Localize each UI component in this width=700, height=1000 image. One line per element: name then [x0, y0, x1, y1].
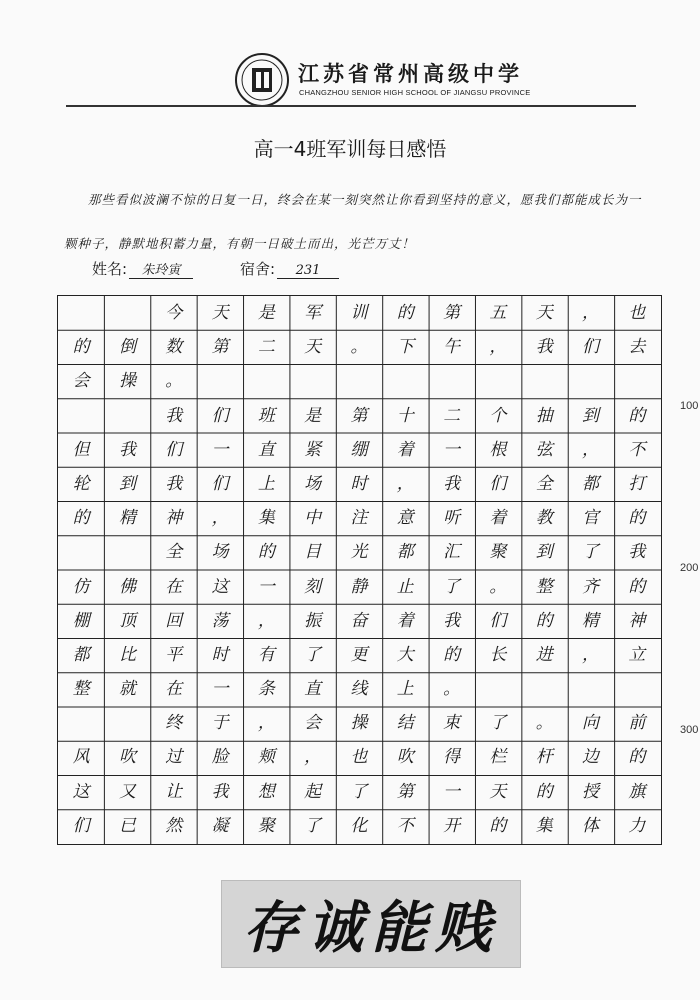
- name-field: [92, 258, 193, 279]
- grid-char: 紧: [304, 439, 322, 460]
- grid-char: 更: [350, 644, 368, 665]
- grid-char: 是: [257, 303, 275, 323]
- grid-char: 班: [257, 405, 275, 426]
- grid-char: 的: [72, 508, 90, 529]
- grid-char: 进: [535, 644, 553, 665]
- grid-char: 我: [443, 473, 461, 494]
- grid-char: 天: [489, 781, 507, 802]
- grid-char: 终: [165, 713, 183, 734]
- grid-char: 止: [396, 576, 414, 597]
- grid-char: 目: [304, 542, 322, 563]
- page-title: 高一4班军训每日感悟: [253, 137, 447, 161]
- school-name-en: CHANGZHOU SENIOR HIGH SCHOOL OF JIANGSU PROVINCE: [299, 88, 531, 97]
- grid-char: 前: [628, 713, 646, 734]
- grid-char: 。: [535, 713, 553, 734]
- grid-char: 中: [304, 508, 322, 529]
- grid-char: 束: [443, 713, 461, 734]
- grid-char: 的: [628, 747, 646, 768]
- grid-char: 就: [118, 679, 136, 700]
- grid-char: 第: [396, 781, 414, 802]
- grid-char: 。: [350, 337, 368, 358]
- grid-char: 我: [165, 405, 183, 426]
- grid-char: 的: [628, 508, 646, 529]
- grid-char: 直: [304, 679, 322, 700]
- grid-char: 我: [628, 542, 646, 563]
- grid-char: ，: [582, 644, 600, 665]
- grid-char: 仿: [72, 576, 90, 597]
- grid-char: 又: [118, 781, 136, 802]
- grid-char: 们: [489, 610, 507, 631]
- grid-char: 吹: [118, 747, 136, 768]
- grid-char: 根: [489, 439, 507, 460]
- grid-char: 振: [304, 610, 322, 631]
- grid-char: 着: [396, 610, 414, 631]
- margin-number-300: 300: [680, 724, 699, 736]
- grid-char: 一: [211, 439, 229, 460]
- grid-char: 的: [628, 576, 646, 597]
- grid-char: 不: [396, 815, 414, 836]
- grid-char: 结: [396, 713, 414, 734]
- dorm-value: 231: [277, 263, 339, 279]
- grid-char: 的: [72, 337, 90, 358]
- header-divider: [66, 105, 636, 107]
- grid-char: 风: [72, 747, 90, 768]
- calligraphy-motto: [221, 880, 521, 968]
- grid-char: 了: [582, 542, 600, 563]
- grid-char: 脸: [211, 747, 229, 768]
- grid-char: 的: [396, 303, 414, 323]
- grid-char: 直: [257, 439, 275, 460]
- grid-char: 到: [582, 405, 600, 426]
- grid-char: 都: [72, 644, 90, 665]
- grid-char: 整: [535, 576, 553, 597]
- grid-char: 轮: [72, 473, 90, 494]
- grid-char: 线: [350, 679, 368, 700]
- grid-char: 神: [628, 610, 646, 631]
- grid-char: 上: [396, 679, 414, 700]
- grid-char: 们: [165, 439, 183, 460]
- grid-char: 授: [582, 781, 600, 802]
- grid-char: 这: [72, 781, 90, 802]
- grid-char: ，: [257, 610, 275, 631]
- grid-char: 打: [628, 473, 646, 494]
- margin-number-200: 200: [680, 562, 699, 574]
- grid-char: 操: [118, 371, 136, 392]
- grid-char: 已: [118, 815, 136, 836]
- grid-char: 的: [257, 542, 275, 563]
- grid-char: 向: [582, 713, 600, 734]
- grid-char: 。: [165, 371, 183, 392]
- grid-char: 奋: [350, 610, 368, 631]
- grid-char: 我: [118, 439, 136, 460]
- grid-char: 意: [396, 508, 414, 529]
- grid-char: 聚: [257, 815, 275, 836]
- grid-char: 第: [443, 303, 461, 323]
- grid-char: 十: [396, 405, 414, 426]
- dorm-field: [240, 258, 339, 279]
- grid-char: 的: [535, 610, 553, 631]
- grid-char: 们: [72, 815, 90, 836]
- grid-char: 精: [582, 610, 600, 631]
- grid-char: 杆: [535, 747, 553, 768]
- grid-char: 都: [396, 542, 414, 563]
- grid-char: ，: [489, 337, 507, 358]
- school-logo: [234, 52, 290, 108]
- grid-char: 立: [628, 644, 646, 665]
- grid-char: 天: [535, 303, 553, 323]
- grid-char: 们: [582, 337, 600, 358]
- grid-char: 二: [443, 405, 461, 426]
- grid-char: 栏: [489, 747, 507, 768]
- grid-char: 我: [165, 473, 183, 494]
- grid-char: 一: [443, 781, 461, 802]
- grid-char: 午: [443, 337, 461, 358]
- grid-char: ，: [257, 713, 275, 734]
- grid-char: 平: [165, 644, 183, 665]
- grid-char: 颊: [257, 747, 275, 768]
- grid-char: 抽: [535, 405, 553, 426]
- grid-char: 边: [582, 747, 600, 768]
- grid-char: 第: [211, 337, 229, 358]
- grid-char: 不: [628, 439, 646, 460]
- grid-char: 于: [211, 713, 229, 734]
- grid-char: 弦: [535, 439, 553, 460]
- intro-text: 那些看似波澜不惊的日复一日，终会在某一刻突然让你看到坚持的意义，愿我们都能成长为一颗种子，静默地积蓄力量，有朝一日破土而出，光芒万丈！: [64, 192, 642, 251]
- grid-char: 都: [582, 473, 600, 494]
- grid-char: 精: [118, 508, 136, 529]
- grid-char: 的: [535, 781, 553, 802]
- grid-char: 荡: [211, 610, 229, 631]
- grid-char: 集: [535, 815, 553, 836]
- grid-char: 旗: [628, 781, 646, 802]
- grid-char: 注: [350, 508, 368, 529]
- grid-char: ，: [211, 508, 229, 529]
- name-value: 朱玲寅: [129, 259, 193, 279]
- grid-char: 今: [165, 303, 183, 323]
- grid-char: 一: [443, 439, 461, 460]
- dorm-label: 宿舍:: [240, 260, 276, 278]
- grid-char: 了: [443, 576, 461, 597]
- grid-char: 们: [489, 473, 507, 494]
- grid-char: 。: [489, 576, 507, 597]
- grid-char: 棚: [72, 610, 90, 631]
- grid-char: 会: [72, 371, 90, 392]
- grid-char: ，: [304, 747, 322, 768]
- grid-char: 过: [165, 747, 183, 768]
- grid-char: 神: [165, 508, 183, 529]
- grid-char: 着: [489, 508, 507, 529]
- grid-char: 条: [257, 679, 275, 700]
- grid-char: 有: [257, 644, 275, 665]
- grid-char: 了: [304, 815, 322, 836]
- grid-char: 去: [628, 337, 646, 358]
- grid-char: 天: [304, 337, 322, 358]
- grid-char: 数: [165, 337, 183, 358]
- grid-char: 回: [165, 610, 183, 631]
- grid-char: 会: [304, 713, 322, 734]
- grid-char: 化: [350, 815, 368, 836]
- grid-char: 个: [489, 405, 507, 426]
- writing-grid: [57, 295, 662, 845]
- grid-char: 二: [257, 337, 275, 358]
- grid-char: 到: [535, 542, 553, 563]
- grid-char: 们: [211, 473, 229, 494]
- grid-char: 让: [165, 781, 183, 802]
- grid-char: 这: [211, 576, 229, 597]
- grid-char: 吹: [396, 747, 414, 768]
- grid-char: 上: [257, 473, 275, 494]
- grid-char: 在: [165, 576, 183, 597]
- grid-char: 场: [211, 542, 229, 563]
- grid-char: ，: [582, 439, 600, 460]
- grid-char: 们: [211, 405, 229, 426]
- grid-char: 起: [304, 781, 322, 802]
- grid-char: 凝: [211, 815, 229, 836]
- calligraphy-text: 存诚能贱: [243, 895, 499, 961]
- grid-char: 倒: [118, 337, 136, 358]
- grid-char: 第: [350, 405, 368, 426]
- grid-char: 集: [257, 508, 275, 529]
- grid-char: 。: [443, 679, 461, 700]
- grid-char: 场: [304, 473, 322, 494]
- school-name-cn: 江苏省常州高级中学: [298, 61, 523, 86]
- grid-char: 比: [118, 644, 136, 665]
- grid-char: 的: [489, 815, 507, 836]
- grid-char: 静: [350, 576, 368, 597]
- grid-char: 体: [582, 815, 600, 836]
- grid-char: 时: [350, 473, 368, 494]
- grid-char: 官: [582, 508, 600, 529]
- grid-char: 想: [257, 781, 275, 802]
- grid-char: ，: [396, 473, 414, 494]
- grid-char: 了: [350, 781, 368, 802]
- grid-char: ，: [582, 303, 600, 323]
- grid-char: 到: [118, 473, 136, 494]
- grid-char: 的: [628, 405, 646, 426]
- margin-number-100: 100: [680, 400, 699, 412]
- grid-char: 我: [535, 337, 553, 358]
- grid-char: 光: [350, 542, 368, 563]
- grid-char: 整: [72, 679, 90, 700]
- grid-char: 开: [443, 815, 461, 836]
- grid-char: 也: [628, 303, 646, 323]
- grid-char: 了: [489, 713, 507, 734]
- grid-char: 汇: [443, 542, 461, 563]
- grid-char: 长: [489, 644, 507, 665]
- grid-char: 刻: [304, 576, 322, 597]
- grid-char: 也: [350, 747, 368, 768]
- grid-char: 教: [535, 508, 553, 529]
- grid-char: 的: [443, 644, 461, 665]
- grid-char: 绷: [350, 439, 368, 460]
- grid-char: 着: [396, 439, 414, 460]
- grid-char: 力: [628, 815, 646, 836]
- name-label: 姓名:: [92, 260, 128, 278]
- grid-char: 一: [257, 576, 275, 597]
- grid-char: 全: [535, 473, 553, 494]
- grid-char: 操: [350, 713, 368, 734]
- grid-char: 下: [396, 337, 414, 358]
- grid-char: 我: [211, 781, 229, 802]
- grid-char: 是: [304, 405, 322, 426]
- grid-char: 聚: [489, 542, 507, 563]
- grid-char: 得: [443, 747, 461, 768]
- grid-char: 在: [165, 679, 183, 700]
- grid-char: 一: [211, 679, 229, 700]
- grid-char: 五: [489, 303, 507, 323]
- grid-char: 军: [304, 303, 322, 323]
- grid-char: 然: [165, 815, 183, 836]
- grid-char: 齐: [582, 576, 600, 597]
- grid-char: 佛: [118, 576, 136, 597]
- grid-char: 全: [165, 542, 183, 563]
- grid-char: 时: [211, 644, 229, 665]
- grid-char: 训: [350, 303, 368, 323]
- grid-char: 但: [72, 439, 90, 460]
- grid-char: 顶: [118, 610, 136, 631]
- grid-char: 了: [304, 644, 322, 665]
- grid-char: 天: [211, 303, 229, 323]
- grid-char: 听: [443, 508, 461, 529]
- grid-char: 我: [443, 610, 461, 631]
- grid-char: 大: [396, 644, 414, 665]
